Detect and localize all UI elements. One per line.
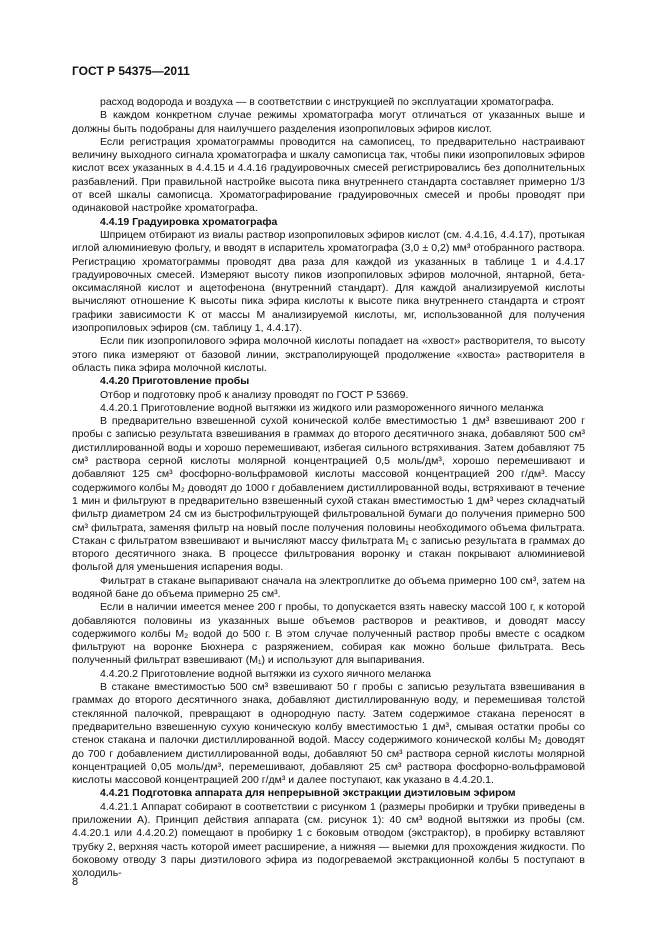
paragraph: Шприцем отбирают из виалы раствор изопропиловых эфиров кислот (см. 4.4.16, 4.4.17), протыкая иглой алюминиевую фольгу, и вводят в испаритель хроматографа (3,0 ± 0,2) мм³ отобранного раствора. Регистрацию хроматограммы проводят два раза для каждой из указанных в таблице 1 и 4.4.17 градуировочных смесей. Измеряют высоту пиков изопропиловых эфиров молочной, янтарной, бета-оксимасляной кислот и ацетофенона (внутренний стандарт). Для каждой анализируемой кислоты вычисляют отношение K высоты пика эфира кислоты к высоте пика внутреннего стандарта и строят графики зависимости K от массы M анализируемой кислоты, мг, использованной для получения изопропиловых эфиров (см. таблицу 1, 4.4.17). [72,228,585,335]
paragraph: В каждом конкретном случае режимы хроматографа могут отличаться от указанных выше и должны быть подобраны для наилучшего разделения изопропиловых эфиров кислот. [72,109,585,135]
document-body [72,96,585,881]
paragraph: Если пик изопропилового эфира молочной кислоты попадает на «хвост» растворителя, то высоту этого пика измеряют от базовой линии, экстраполирующей продолжение «хвоста» растворителя в область пика эфира молочной кислоты. [72,335,585,374]
paragraph: Если в наличии имеется менее 200 г пробы, то допускается взять навеску массой 100 г, к которой добавляются половины из указанных выше объемов растворов и реактивов, и доводят массу содержимого колбы M₂ водой до 500 г. В этом случае полученный раствор пробы вместе с осадком фильтруют на воронке Бюхнера с разряжением, собирая как можно больше фильтрата. Весь полученный фильтрат взвешивают (M₁) и используют для выпаривания. [72,601,585,667]
page-number: 8 [72,876,79,888]
document-header: ГОСТ Р 54375—2011 [72,64,190,78]
paragraph: 4.4.21.1 Аппарат собирают в соответствии с рисунком 1 (размеры пробирки и трубки приведены в приложении А). Принцип действия аппарата (см. рисунок 1): 40 см³ водной вытяжки из пробы (см. 4.4.20.1 или 4.4.20.2) помещают в пробирку 1 с боковым отводом (экстрактор), в пробирку вставляют трубку 2, верхняя часть которой имеет расширение, а нижняя — выемки для прохождения жидкости. По боковому отводу 3 пары диэтилового эфира из подогреваемой экстракционной колбы 5 поступают в холодиль- [72,800,585,880]
paragraph: расход водорода и воздуха — в соответствии с инструкцией по эксплуатации хроматографа. [100,96,555,108]
paragraph: Отбор и подготовку проб к анализу проводят по ГОСТ Р 53669. [100,388,409,401]
section-heading: 4.4.21 Подготовка аппарата для непрерывной экстракции диэтиловым эфиром [100,787,516,800]
paragraph: В стакане вместимостью 500 см³ взвешивают 50 г пробы с записью результата взвешивания в граммах до второго десятичного знака, добавляют дистиллированную воду, и перемешивая толстой стеклянной палочкой, превращают в однородную пасту. Затем содержимое стакана переносят в предварительно взвешенную сухую коническую колбу вместимостью 1 дм³, смывая остатки пробы со стенок стакана и палочки дистиллированной водой. Массу содержимого конической колбы M₂ доводят до 700 г добавлением дистиллированной воды, добавляют 50 см³ раствора серной кислоты молярной концентрацией 0,05 моль/дм³, перемешивают, добавляют 25 см³ раствора фосфорно-вольфрамовой кислоты массовой концентрацией 200 г/дм³ и далее поступают, как указано в 4.4.20.1. [72,681,585,787]
section-heading: 4.4.20 Приготовление пробы [100,375,250,388]
subsection-heading: 4.4.20.1 Приготовление водной вытяжки из жидкого или размороженного яичного меланжа [100,401,544,414]
subsection-heading: 4.4.20.2 Приготовление водной вытяжки из сухого яичного меланжа [100,667,431,680]
section-heading: 4.4.19 Градуировка хроматографа [100,215,278,228]
paragraph: В предварительно взвешенной сухой конической колбе вместимостью 1 дм³ взвешивают 200 г пробы с записью результата взвешивания в граммах до второго десятичного знака, добавляют 500 см³ дистиллированной воды и хорошо перемешивают, избегая сильного встряхивания. Затем добавляют 75 см³ раствора серной кислоты молярной концентрацией 0,5 моль/дм³, хорошо перемешивают и добавляют 125 см³ фосфорно-вольфрамовой кислоты массовой концентрацией 200 г/дм³. Массу содержимого колбы M₂ доводят до 1000 г добавлением дистиллированной воды, встряхивают в течение 1 мин и фильтруют в предварительно взвешенный сухой стакан вместимостью 1 дм³ через складчатый фильтр диаметром 24 см из быстрофильтрующей фильтровальной бумаги до получения примерно 500 см³ фильтрата, заменяя фильтр на новый после получения половины необходимого объема фильтрата. Стакан с фильтратом взвешивают и вычисляют массу фильтрата M₁ с записью результата в граммах до второго десятичного знака. В процессе фильтрования воронку и стакан покрывают алюминиевой фольгой для уменьшения испарения воды. [72,415,585,574]
paragraph: Фильтрат в стакане выпаривают сначала на электроплитке до объема примерно 100 см³, затем на водяной бане до объема примерно 25 см³. [72,574,585,600]
paragraph: Если регистрация хроматограммы проводится на самописец, то предварительно настраивают величину выходного сигнала хроматографа и шкалу самописца так, чтобы пики изопропиловых эфиров кислот всех указанных в 4.4.15 и 4.4.16 градуировочных смесей регистрировались без дополнительных разбавлений. При правильной настройке высота пика внутреннего стандарта составляет примерно 1/3 от всей шкалы самописца. Хроматографирование градуировочных смесей и пробы проводят при одинаковой настройке хроматографа. [72,135,585,215]
